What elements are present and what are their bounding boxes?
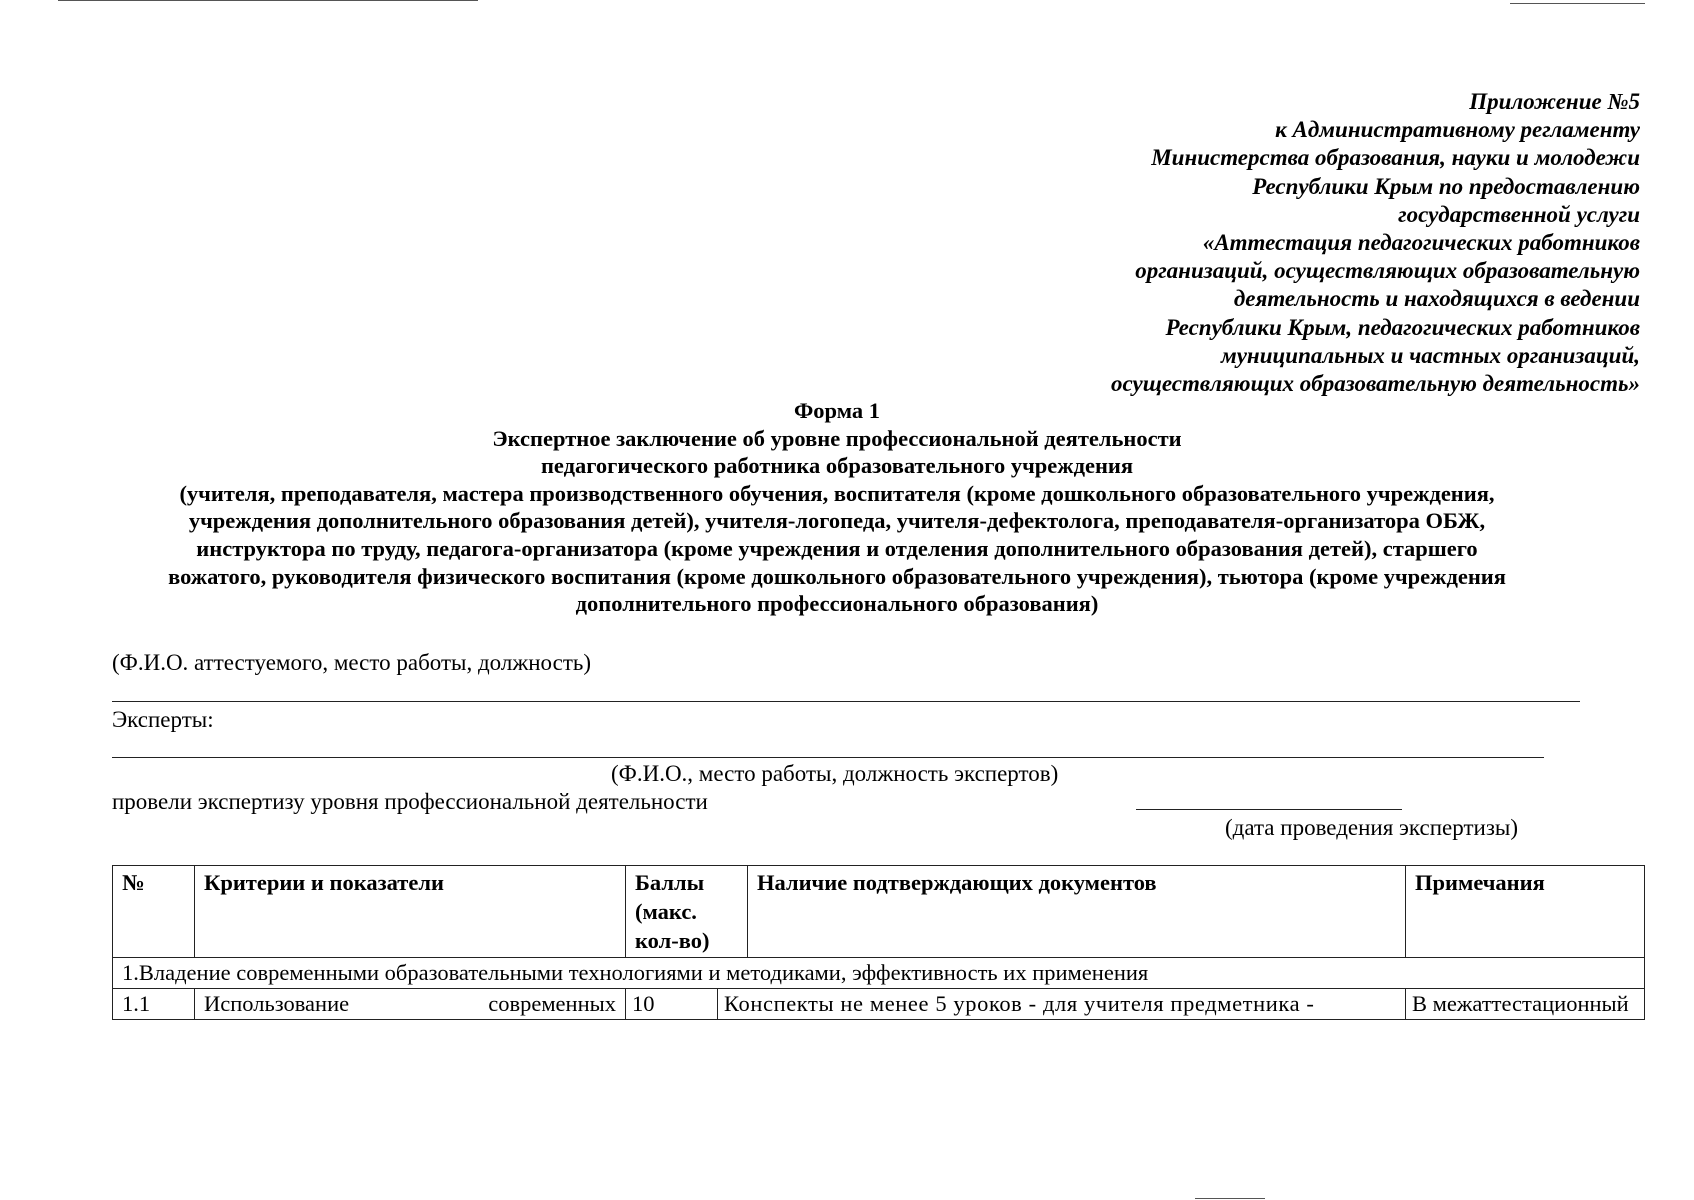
header-notes: Примечания <box>1406 866 1645 958</box>
row-criteria-word: Использование <box>204 991 350 1016</box>
appendix-line: осуществляющих образовательную деятельность» <box>1110 371 1640 397</box>
title-line: вожатого, руководителя физического воспитания (кроме дошкольного образовательного учреждения), тьютора (кроме учреждения <box>168 563 1506 589</box>
header-points <box>626 866 748 958</box>
experts-line <box>112 757 1544 758</box>
header-points-line: (макс. <box>635 899 697 924</box>
table-header-row <box>113 866 1645 958</box>
table-row <box>113 989 1645 1020</box>
row-criteria-word: современных <box>488 991 616 1016</box>
row-notes: В межаттестационный <box>1406 989 1645 1020</box>
appendix-line: муниципальных и частных организаций, <box>1220 342 1640 368</box>
title-line: педагогического работника образовательного учреждения <box>540 453 1134 479</box>
scan-edge-line <box>58 0 478 1</box>
row-points: 10 <box>626 989 718 1020</box>
document-title <box>100 397 1574 618</box>
title-line: инструктора по труду, педагога-организатора (кроме учреждения и отделения дополнительного образования детей), старшего <box>196 535 1478 561</box>
appendix-line: государственной услуги <box>1398 201 1640 227</box>
appendix-line: Республики Крым, педагогических работников <box>1165 314 1640 340</box>
header-criteria: Критерии и показатели <box>195 866 626 958</box>
appendix-line: Приложение №5 <box>1469 89 1640 114</box>
appendix-line: деятельность и находящихся в ведении <box>1233 286 1640 312</box>
performed-text: провели экспертизу уровня профессиональной деятельности <box>112 789 708 814</box>
header-number: № <box>113 866 195 958</box>
appendix-line: «Аттестация педагогических работников <box>1202 230 1640 256</box>
attestee-line <box>112 701 1580 702</box>
header-points-line: кол-во) <box>635 928 710 953</box>
row-criteria <box>195 989 626 1020</box>
appendix-header <box>940 88 1640 398</box>
attestee-caption: (Ф.И.О. аттестуемого, место работы, должность) <box>112 650 592 675</box>
appendix-line: организаций, осуществляющих образовательную <box>1135 258 1640 284</box>
section-row <box>113 958 1645 989</box>
date-line <box>1136 809 1402 810</box>
row-number: 1.1 <box>113 989 195 1020</box>
experts-label: Эксперты: <box>112 707 214 732</box>
title-line: (учителя, преподавателя, мастера производственного обучения, воспитателя (кроме дошкольного образовательного учреждения, <box>179 480 1495 506</box>
experts-caption: (Ф.И.О., место работы, должность экспертов) <box>611 761 1059 786</box>
appendix-line: к Административному регламенту <box>1275 117 1640 143</box>
title-line: дополнительного профессионального образования) <box>575 591 1099 617</box>
section-title: 1.Владение современными образовательными технологиями и методиками, эффективность их применения <box>113 958 1645 989</box>
header-documents: Наличие подтверждающих документов <box>748 866 1406 958</box>
form-number: Форма 1 <box>793 398 881 423</box>
scan-edge-line <box>1195 1198 1265 1199</box>
title-line: Экспертное заключение об уровне профессиональной деятельности <box>492 425 1182 451</box>
scan-edge-line <box>1510 3 1645 4</box>
date-caption: (дата проведения экспертизы) <box>1225 815 1519 840</box>
appendix-line: Министерства образования, науки и молодежи <box>1151 145 1640 171</box>
criteria-table <box>112 865 1645 1020</box>
appendix-line: Республики Крым по предоставлению <box>1252 173 1640 199</box>
row-documents: Конспекты не менее 5 уроков - для учителя предметника - <box>718 989 1406 1020</box>
title-line: учреждения дополнительного образования детей), учителя-логопеда, учителя-дефектолога, преподавателя-организатора ОБЖ, <box>188 508 1486 534</box>
header-points-line: Баллы <box>635 870 705 895</box>
